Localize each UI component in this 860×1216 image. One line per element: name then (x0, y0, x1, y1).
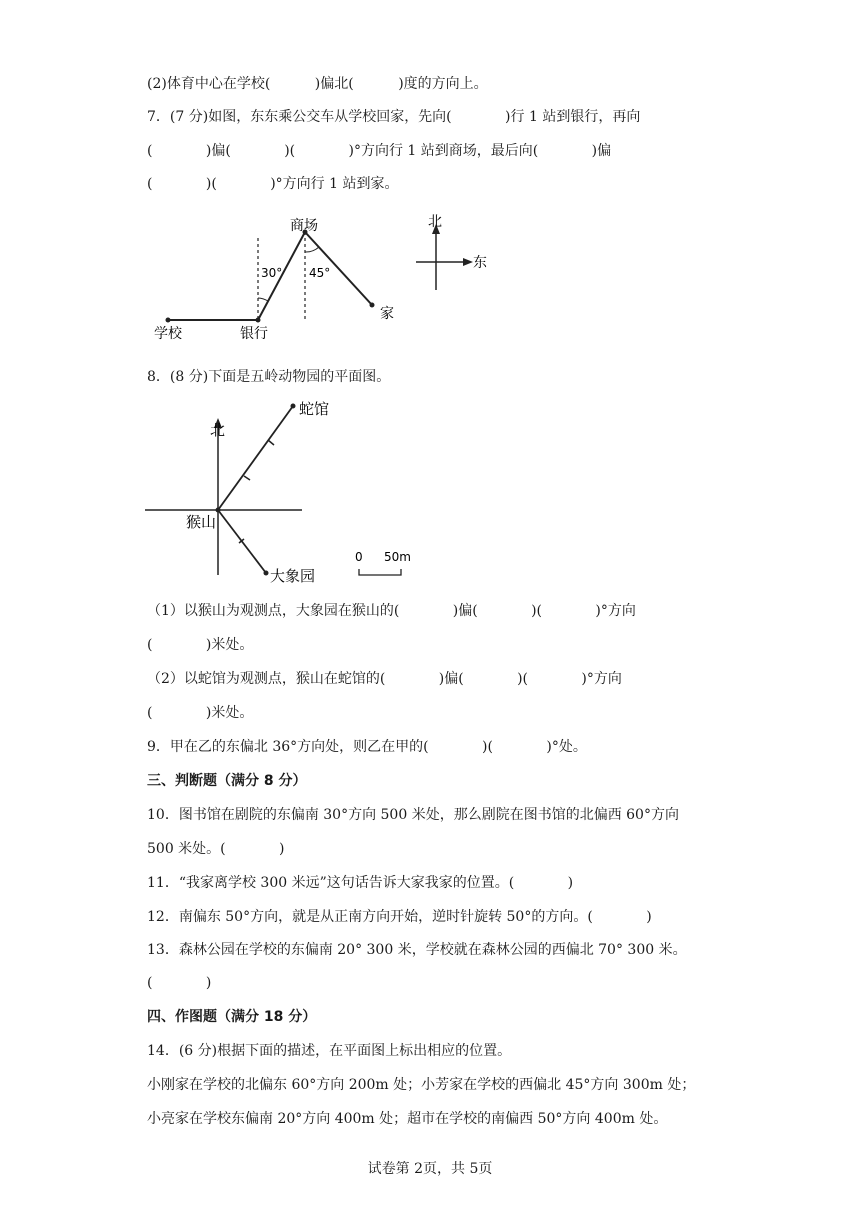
section-4-heading: 四、作图题（满分 18 分） (147, 1009, 317, 1025)
figure-8-zoo-plan (140, 390, 440, 590)
question-7-line-2: ( )偏( )( )°方向行 1 站到商场，最后向( )偏 (147, 143, 612, 159)
question-7-line-3: ( )( )°方向行 1 站到家。 (147, 176, 399, 192)
scale-length-label: 50m (384, 550, 411, 564)
question-13-line-1: 13．森林公园在学校的东偏南 20° 300 米，学校就在森林公园的西偏北 70° 300 米。 (147, 942, 687, 958)
monkey-hill-label: 猴山 (186, 513, 217, 531)
line-1: (2)体育中心在学校( )偏北( )度的方向上。 (147, 76, 488, 92)
question-11: 11．“我家离学校 300 米远”这句话告诉大家我家的位置。( ) (147, 875, 574, 891)
question-10-line-1: 10．图书馆在剧院的东偏南 30°方向 500 米处，那么剧院在图书馆的北偏西 60°方向 (147, 807, 679, 823)
question-8-part-1-line-2: ( )米处。 (147, 637, 254, 653)
section-3-heading: 三、判断题（满分 8 分） (147, 773, 307, 789)
question-8-part-2-line-1: （2）以蛇馆为观测点，猴山在蛇馆的( )偏( )( )°方向 (147, 671, 622, 687)
mall-label: 商场 (290, 218, 318, 234)
question-14-line-1: 小刚家在学校的北偏东 60°方向 200m 处；小芳家在学校的西偏北 45°方向 300m 处； (147, 1077, 696, 1093)
question-8-part-1-line-1: （1）以猴山为观测点，大象园在猴山的( )偏( )( )°方向 (147, 603, 636, 619)
question-13-line-2: ( ) (147, 975, 212, 991)
question-12: 12．南偏东 50°方向，就是从正南方向开始，逆时针旋转 50°的方向。( ) (147, 909, 652, 925)
question-7-line-1: 7．(7 分)如图，东东乘公交车从学校回家，先向( )行 1 站到银行，再向 (147, 109, 641, 125)
question-8-part-2-line-2: ( )米处。 (147, 705, 254, 721)
page-footer: 试卷第 2页，共 5页 (367, 1161, 493, 1177)
home-label: 家 (380, 306, 394, 322)
north-label-fig7: 北 (428, 214, 442, 230)
north-label-fig8: 北 (210, 421, 226, 439)
bank-label: 银行 (240, 326, 268, 342)
question-14-line-2: 小亮家在学校东偏南 20°方向 400m 处；超市在学校的南偏西 50°方向 400m 处。 (147, 1111, 668, 1127)
scale-zero-label: 0 (355, 550, 363, 564)
east-label-fig7: 东 (473, 255, 487, 271)
question-8-title: 8．(8 分)下面是五岭动物园的平面图。 (147, 369, 391, 385)
question-9: 9．甲在乙的东偏北 36°方向处，则乙在甲的( )( )°处。 (147, 739, 587, 755)
angle-30-label: 30° (261, 266, 283, 280)
question-10-line-2: 500 米处。( ) (147, 841, 285, 857)
figure-7-route-diagram (140, 210, 500, 345)
angle-45-label: 45° (309, 266, 331, 280)
school-label: 学校 (154, 326, 182, 342)
snake-house-label: 蛇馆 (299, 400, 330, 418)
elephant-garden-label: 大象园 (270, 567, 316, 585)
question-14-title: 14．(6 分)根据下面的描述，在平面图上标出相应的位置。 (147, 1043, 512, 1059)
